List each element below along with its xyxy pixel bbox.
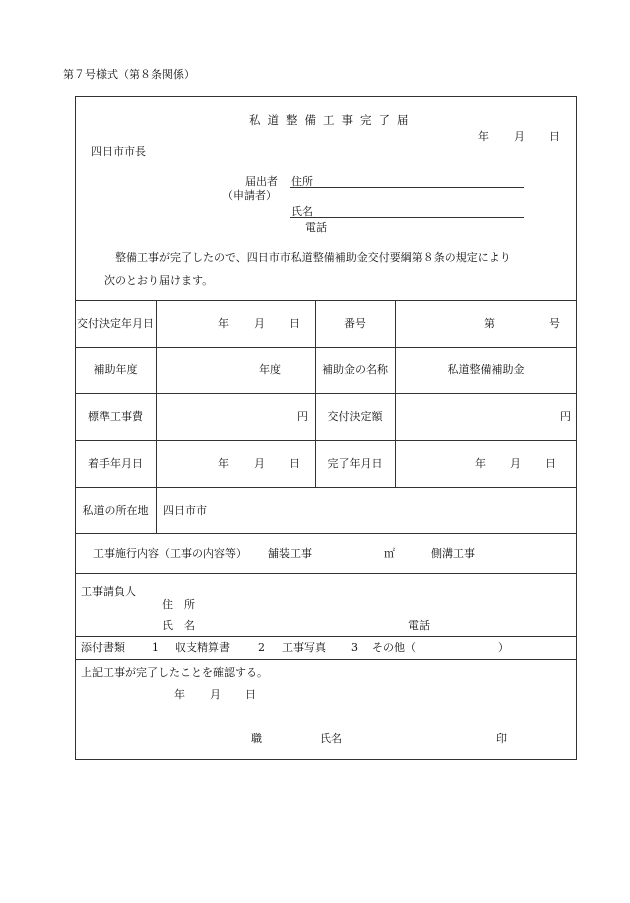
grant-amount-label: 交付決定額 bbox=[327, 410, 383, 423]
phone-label: 電話 bbox=[305, 221, 327, 234]
statement-line1: 整備工事が完了したので、四日市市私道整備補助金交付要綱第８条の規定により bbox=[115, 251, 511, 264]
row-rule bbox=[75, 440, 577, 441]
address-label: 住所 bbox=[291, 175, 313, 188]
form-frame bbox=[75, 96, 577, 760]
attachment-3-name: その他（ bbox=[372, 641, 416, 654]
standard-cost-unit: 円 bbox=[297, 410, 308, 423]
confirm-year: 年 bbox=[174, 688, 185, 701]
standard-cost-label: 標準工事費 bbox=[88, 410, 143, 423]
row-rule bbox=[75, 659, 577, 660]
confirm-post: 職 bbox=[251, 732, 262, 745]
applicant-label: （申請者） bbox=[222, 189, 277, 202]
paving-work: 舗装工事 bbox=[268, 547, 312, 560]
confirm-name-label: 氏名 bbox=[320, 732, 342, 745]
row-rule bbox=[75, 487, 577, 488]
header-date-month: 月 bbox=[514, 130, 525, 143]
attachment-1-number: 1 bbox=[152, 641, 159, 654]
number-label: 番号 bbox=[344, 317, 366, 330]
road-location-value: 四日市市 bbox=[163, 504, 207, 517]
number-suffix: 号 bbox=[549, 317, 560, 330]
contractor-address-label: 住 所 bbox=[162, 598, 195, 611]
contractor-label: 工事請負人 bbox=[81, 585, 136, 598]
start-month: 月 bbox=[254, 457, 265, 470]
statement-line2: 次のとおり届けます。 bbox=[104, 274, 214, 287]
attachment-2-name: 工事写真 bbox=[282, 641, 326, 654]
subsidy-name-value: 私道整備補助金 bbox=[447, 363, 525, 376]
confirm-text: 上記工事が完了したことを確認する。 bbox=[81, 666, 268, 679]
row-rule bbox=[75, 347, 577, 348]
attachment-1-name: 収支精算書 bbox=[175, 641, 230, 654]
row-rule bbox=[75, 393, 577, 394]
start-day: 日 bbox=[289, 457, 300, 470]
completion-day: 日 bbox=[545, 457, 556, 470]
form-id: 第７号様式（第８条関係） bbox=[63, 68, 195, 81]
name-label: 氏名 bbox=[291, 205, 313, 218]
subsidy-year-label: 補助年度 bbox=[93, 363, 138, 376]
table-top-rule bbox=[75, 300, 577, 301]
confirm-day: 日 bbox=[245, 688, 256, 701]
completion-date-label: 完了年月日 bbox=[327, 457, 383, 470]
confirm-month: 月 bbox=[210, 688, 221, 701]
addressee: 四日市市長 bbox=[91, 145, 146, 158]
notifier-label: 届出者 bbox=[245, 175, 278, 188]
number-prefix: 第 bbox=[484, 317, 495, 330]
header-date-year: 年 bbox=[478, 130, 489, 143]
header-date-day: 日 bbox=[549, 130, 560, 143]
start-date-label: 着手年月日 bbox=[88, 457, 143, 470]
start-year: 年 bbox=[218, 457, 229, 470]
gutter-work: 側溝工事 bbox=[431, 547, 475, 560]
attachment-3-close: ） bbox=[498, 641, 509, 654]
subsidy-year-value: 年度 bbox=[259, 363, 281, 376]
r1-day: 日 bbox=[289, 317, 300, 330]
completion-month: 月 bbox=[510, 457, 521, 470]
contractor-name-label: 氏 名 bbox=[162, 619, 195, 632]
attachments-label: 添付書類 bbox=[81, 641, 125, 654]
row-rule bbox=[75, 636, 577, 637]
r1-month: 月 bbox=[254, 317, 265, 330]
attachment-3-number: 3 bbox=[351, 641, 358, 654]
road-location-label: 私道の所在地 bbox=[82, 504, 149, 517]
attachment-2-number: 2 bbox=[258, 641, 265, 654]
name-underline[interactable] bbox=[290, 217, 524, 218]
contractor-phone-label: 電話 bbox=[408, 619, 430, 632]
form-title: 私道整備工事完了届 bbox=[249, 113, 416, 127]
grant-decision-date-label: 交付決定年月日 bbox=[77, 317, 154, 330]
row-rule bbox=[75, 573, 577, 574]
r1-year: 年 bbox=[218, 317, 229, 330]
completion-year: 年 bbox=[475, 457, 486, 470]
subsidy-name-label: 補助金の名称 bbox=[322, 363, 388, 376]
paving-unit: ㎡ bbox=[384, 547, 395, 560]
seal-mark: 印 bbox=[496, 732, 507, 745]
column-rule bbox=[156, 300, 157, 533]
work-content-label: 工事施行内容（工事の内容等） bbox=[93, 547, 247, 560]
row-rule bbox=[75, 533, 577, 534]
column-rule bbox=[395, 300, 396, 487]
address-underline[interactable] bbox=[290, 187, 524, 188]
grant-amount-unit: 円 bbox=[560, 410, 571, 423]
